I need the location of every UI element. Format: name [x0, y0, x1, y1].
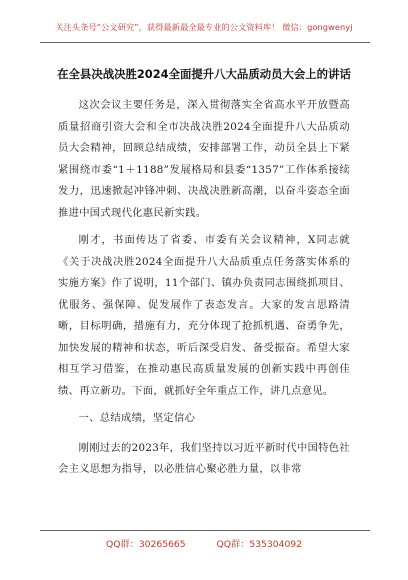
header-banner: 关注头条号“公文研究”，获得最新最全最专业的公文资料库！ 微信：gongwenyj — [55, 22, 353, 32]
footer-qq-group-1: QQ群：30265665 — [106, 539, 186, 550]
paragraph-3: 刚刚过去的2023年，我们坚持以习近平新时代中国特色社会主义思想为指导，以必胜信心聚必胜力量，以非常 — [58, 441, 350, 475]
paragraph-2: 刚才，书面传达了省委、市委有关会议精神，X同志就《关于决战决胜2024全面提升八大品质重点任务落实体系的实施方案》作了说明，11个部门、镇办负责同志围绕抓项目、优服务、强保障、促发展作了表态发言。大家的发言思路清晰，目标明确，措施有力，充分体现了抢抓机遇、奋勇争先，加快发展的精神和状态，听后深受启发、备受振奋。希望大家相互学习借鉴，在推动惠民高质量发展的创新实践中再创佳绩、再立新功。下面，就抓好全年重点工作，讲几点意见。 — [58, 234, 350, 397]
footer — [0, 536, 408, 550]
document-body — [58, 95, 350, 487]
footer-qq-group-2: QQ群：535304092 — [216, 539, 302, 550]
document-title: 在全县决战决胜2024全面提升八大品质动员大会上的讲话 — [57, 67, 351, 81]
footer-divider — [40, 530, 370, 531]
paragraph-1: 这次会议主要任务是，深入贯彻落实全省高水平开放暨高质量招商引资大会和全市决战决胜2024全面提升八大品质动员大会精神，回顾总结成绩，安排部署工作，动员全县上下紧紧围绕市委“1＋1188”发展格局和县委“1357”工作体系接续发力，迅速掀起冲锋冲刺、决战决胜新高潮，以奋斗姿态全面推进中国式现代化惠民新实践。 — [58, 99, 350, 219]
header-divider — [40, 42, 370, 43]
section-heading-1: 一、总结成绩，坚定信心 — [78, 412, 196, 424]
